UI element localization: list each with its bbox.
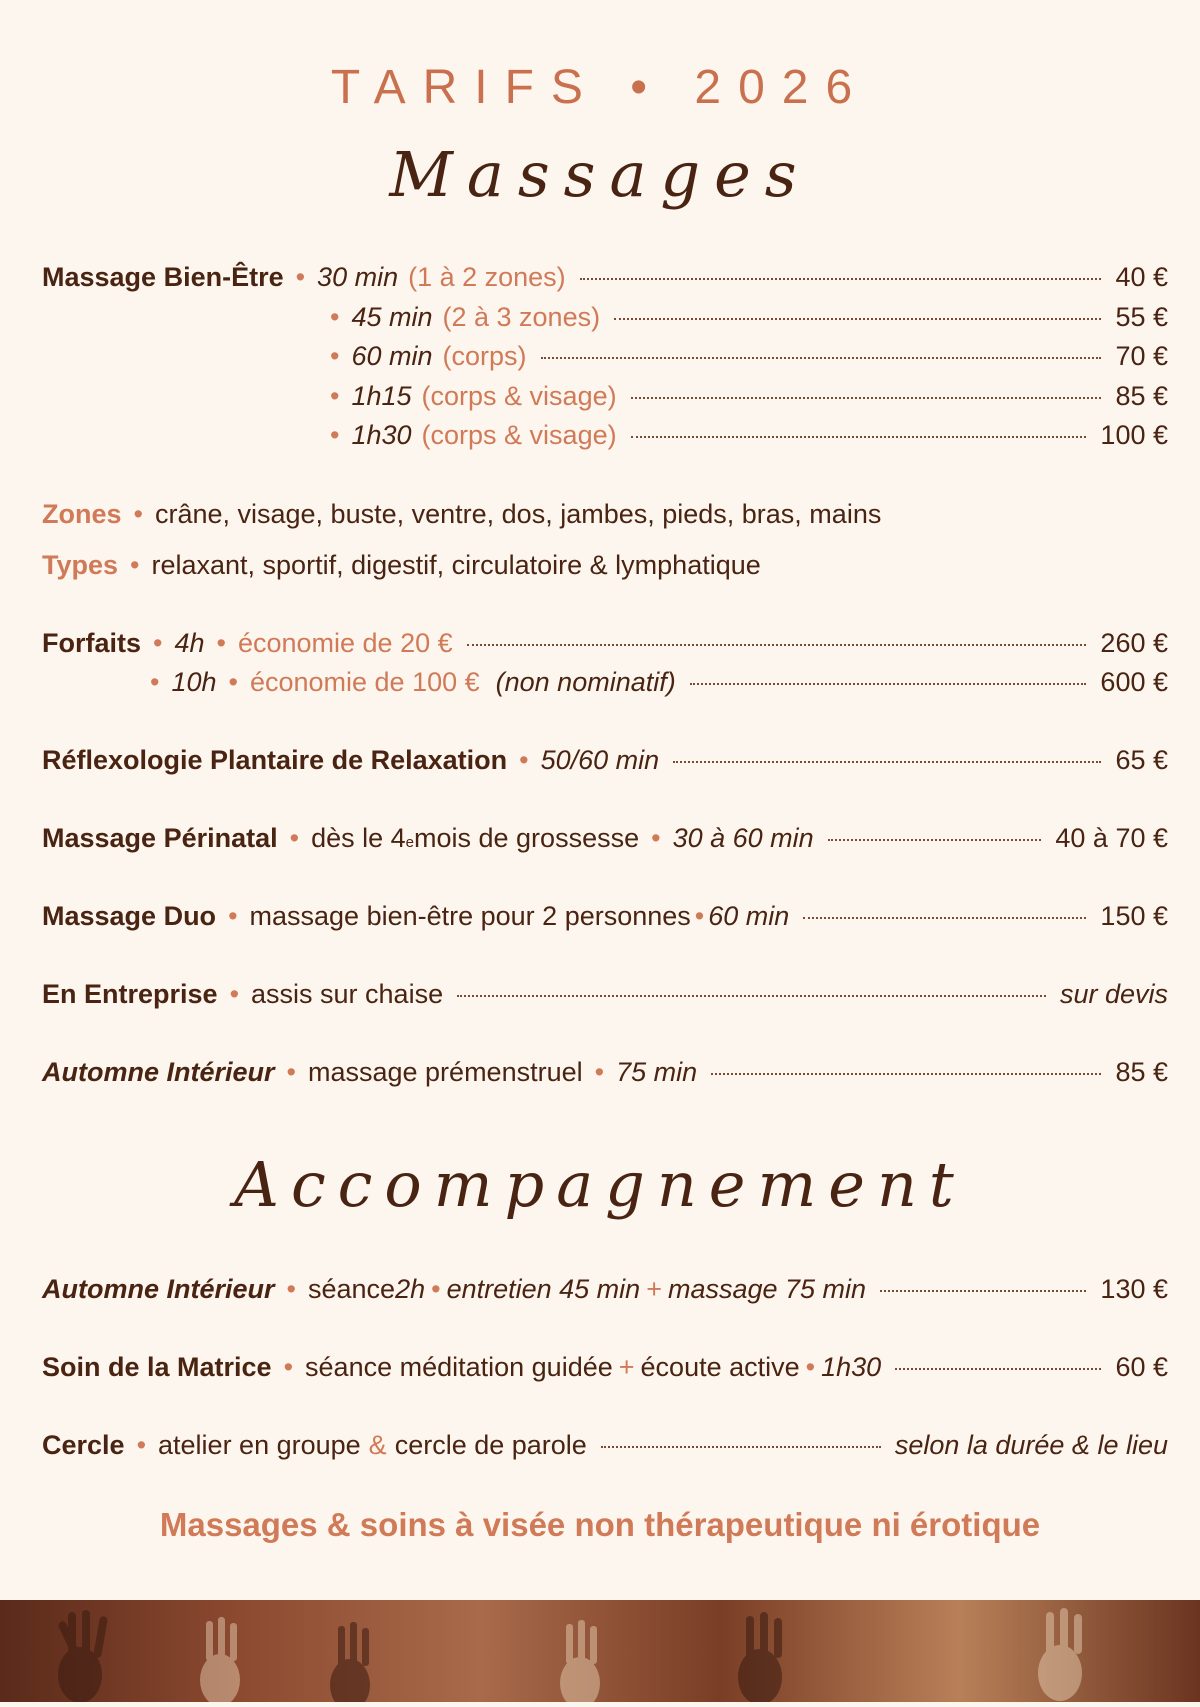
price: sur devis: [1059, 979, 1168, 1009]
price: 40 à 70 €: [1055, 823, 1168, 853]
handprints-image: [0, 1600, 1200, 1702]
perinatal-row: Massage Périnatal • dès le 4 e mois de grossesse • 30 à 60 min 40 à 70 €: [42, 823, 1168, 853]
price: 100 €: [1100, 420, 1168, 450]
bien-etre-name: Massage Bien-Être: [42, 262, 284, 292]
price: 150 €: [1100, 901, 1168, 931]
types-row: Types • relaxant, sportif, digestif, circulatoire & lymphatique: [42, 550, 761, 580]
bien-etre-row-5: • 1h30 (corps & visage) 100 €: [330, 420, 1168, 450]
cercle-row: Cercle • atelier en groupe & cercle de parole selon la durée & le lieu: [42, 1430, 1168, 1460]
price: 600 €: [1100, 667, 1168, 697]
handprint-banner: [0, 1600, 1200, 1702]
matrice-row: Soin de la Matrice • séance méditation guidée + écoute active • 1h30 60 €: [42, 1352, 1168, 1382]
price: 55 €: [1115, 302, 1168, 332]
forfaits-row-1: Forfaits • 4h • économie de 20 € 260 €: [42, 628, 1168, 658]
price: 85 €: [1115, 1057, 1168, 1087]
price: 130 €: [1100, 1274, 1168, 1304]
price: 85 €: [1115, 381, 1168, 411]
price: 60 €: [1115, 1352, 1168, 1382]
bien-etre-row-3: • 60 min (corps) 70 €: [330, 341, 1168, 371]
entreprise-row: En Entreprise • assis sur chaise sur devis: [42, 979, 1168, 1009]
bien-etre-row-4: • 1h15 (corps & visage) 85 €: [330, 381, 1168, 411]
massages-heading: Massages: [389, 138, 811, 211]
price: 260 €: [1100, 628, 1168, 658]
zones-row: Zones • crâne, visage, buste, ventre, dos, jambes, pieds, bras, mains: [42, 499, 882, 529]
automne-massage-row: Automne Intérieur • massage prémenstruel • 75 min 85 €: [42, 1057, 1168, 1087]
forfaits-row-2: • 10h • économie de 100 € (non nominatif) 600 €: [150, 667, 1168, 697]
bien-etre-row-1: Massage Bien-Être • 30 min (1 à 2 zones) 40 €: [42, 262, 1168, 292]
price: 40 €: [1115, 262, 1168, 292]
accompagnement-heading: Accompagnement: [234, 1148, 966, 1221]
page-title: TARIFS • 2026: [330, 61, 870, 114]
duo-row: Massage Duo • massage bien-être pour 2 personnes • 60 min 150 €: [42, 901, 1168, 931]
reflexologie-row: Réflexologie Plantaire de Relaxation • 50/60 min 65 €: [42, 745, 1168, 775]
price: 65 €: [1115, 745, 1168, 775]
footer-note: Massages & soins à visée non thérapeutique ni érotique: [159, 1506, 1041, 1543]
automne-accomp-row: Automne Intérieur • séance 2h • entretien 45 min + massage 75 min 130 €: [42, 1274, 1168, 1304]
bien-etre-row-2: • 45 min (2 à 3 zones) 55 €: [330, 302, 1168, 332]
price: selon la durée & le lieu: [894, 1430, 1168, 1460]
price: 70 €: [1115, 341, 1168, 371]
